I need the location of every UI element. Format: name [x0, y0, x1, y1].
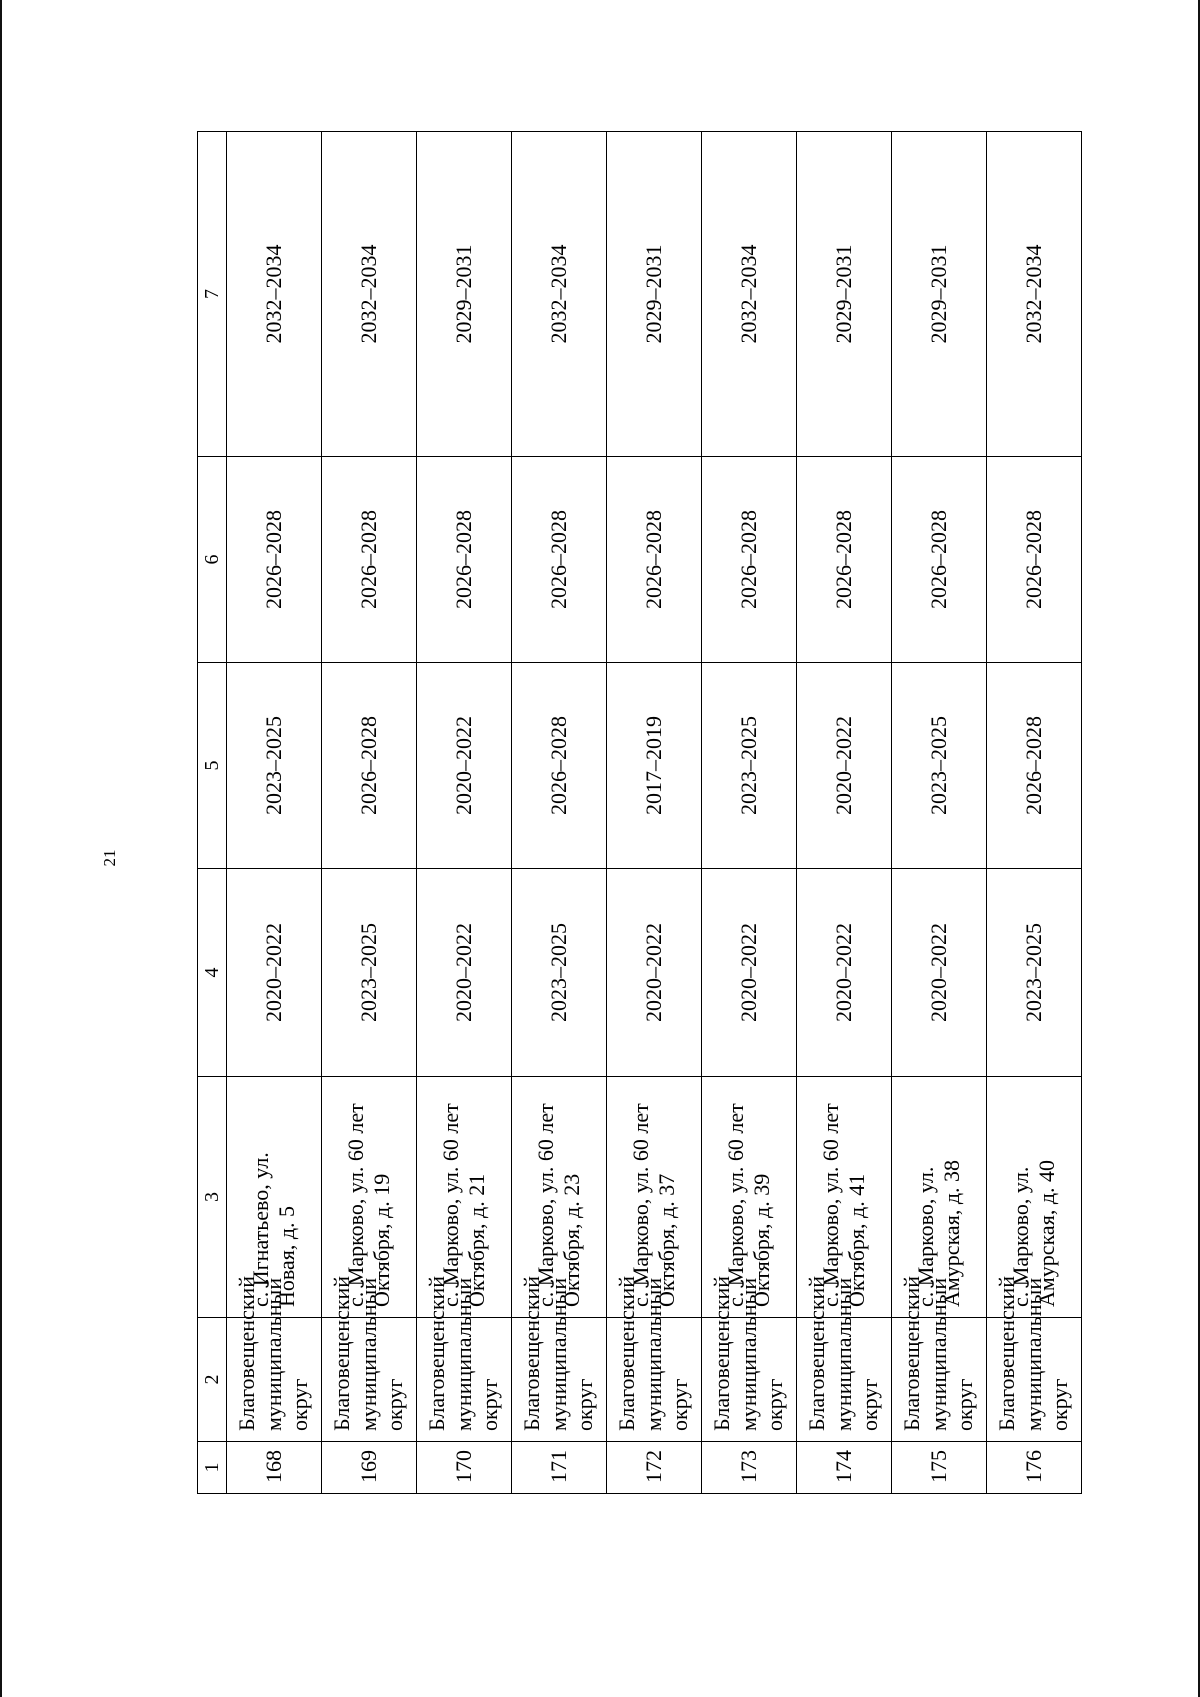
- header-cell-3: 3: [198, 1077, 227, 1318]
- page-number: 21: [100, 849, 119, 867]
- row-number: 176: [987, 1442, 1082, 1494]
- housing-schedule-table: [197, 131, 1082, 1494]
- header-cell-6: 6: [198, 457, 227, 663]
- district-cell: Благовещенский муниципальный округ: [797, 1318, 892, 1442]
- row-number: 172: [607, 1442, 702, 1494]
- district-cell: Благовещенский муниципальный округ: [607, 1318, 702, 1442]
- period-cell-7: 2032–2034: [702, 132, 797, 457]
- period-cell-4: 2020–2022: [227, 869, 322, 1077]
- district-cell: Благовещенский муниципальный округ: [227, 1318, 322, 1442]
- table-row: [512, 132, 607, 1494]
- table-row: [322, 132, 417, 1494]
- period-cell-6: 2026–2028: [607, 457, 702, 663]
- period-cell-4: 2023–2025: [987, 869, 1082, 1077]
- row-number: 170: [417, 1442, 512, 1494]
- period-cell-6: 2026–2028: [892, 457, 987, 663]
- table-row: [987, 132, 1082, 1494]
- period-cell-5: 2023–2025: [892, 663, 987, 869]
- period-cell-4: 2023–2025: [512, 869, 607, 1077]
- period-cell-4: 2020–2022: [797, 869, 892, 1077]
- period-cell-4: 2020–2022: [702, 869, 797, 1077]
- row-number: 173: [702, 1442, 797, 1494]
- period-cell-6: 2026–2028: [417, 457, 512, 663]
- district-cell: Благовещенский муниципальный округ: [892, 1318, 987, 1442]
- address-cell: с. Марково, ул. 60 лет Октября, д. 23: [512, 1077, 607, 1318]
- address-cell: с. Марково, ул. 60 лет Октября, д. 21: [417, 1077, 512, 1318]
- period-cell-7: 2032–2034: [322, 132, 417, 457]
- period-cell-7: 2032–2034: [987, 132, 1082, 457]
- row-number: 175: [892, 1442, 987, 1494]
- period-cell-4: 2020–2022: [417, 869, 512, 1077]
- period-cell-4: 2023–2025: [322, 869, 417, 1077]
- table-row: [797, 132, 892, 1494]
- header-cell-5: 5: [198, 663, 227, 869]
- period-cell-5: 2020–2022: [417, 663, 512, 869]
- address-cell: с. Марково, ул. 60 лет Октября, д. 41: [797, 1077, 892, 1318]
- period-cell-4: 2020–2022: [892, 869, 987, 1077]
- table-row: [607, 132, 702, 1494]
- row-number: 168: [227, 1442, 322, 1494]
- period-cell-6: 2026–2028: [797, 457, 892, 663]
- address-cell: с. Игнатьево, ул. Новая, д. 5: [227, 1077, 322, 1318]
- address-cell: с. Марково, ул. Амурская, д. 38: [892, 1077, 987, 1318]
- district-cell: Благовещенский муниципальный округ: [322, 1318, 417, 1442]
- period-cell-5: 2017–2019: [607, 663, 702, 869]
- period-cell-6: 2026–2028: [227, 457, 322, 663]
- header-cell-2: 2: [198, 1318, 227, 1442]
- period-cell-5: 2023–2025: [227, 663, 322, 869]
- table-container: [197, 132, 1082, 1494]
- address-cell: с. Марково, ул. 60 лет Октября, д. 37: [607, 1077, 702, 1318]
- table-row: [417, 132, 512, 1494]
- address-cell: с. Марково, ул. Амурская, д. 40: [987, 1077, 1082, 1318]
- district-cell: Благовещенский муниципальный округ: [987, 1318, 1082, 1442]
- rotated-table-frame: [197, 132, 1082, 1494]
- address-cell: с. Марково, ул. 60 лет Октября, д. 39: [702, 1077, 797, 1318]
- header-cell-4: 4: [198, 869, 227, 1077]
- period-cell-5: 2020–2022: [797, 663, 892, 869]
- address-cell: с. Марково, ул. 60 лет Октября, д. 19: [322, 1077, 417, 1318]
- period-cell-7: 2029–2031: [797, 132, 892, 457]
- period-cell-7: 2029–2031: [417, 132, 512, 457]
- table-row: [227, 132, 322, 1494]
- period-cell-5: 2026–2028: [322, 663, 417, 869]
- period-cell-5: 2026–2028: [512, 663, 607, 869]
- period-cell-7: 2029–2031: [607, 132, 702, 457]
- period-cell-6: 2026–2028: [987, 457, 1082, 663]
- header-cell-7: 7: [198, 132, 227, 457]
- header-row: [198, 132, 227, 1494]
- period-cell-6: 2026–2028: [702, 457, 797, 663]
- row-number: 169: [322, 1442, 417, 1494]
- district-cell: Благовещенский муниципальный округ: [702, 1318, 797, 1442]
- table-row: [892, 132, 987, 1494]
- period-cell-7: 2032–2034: [227, 132, 322, 457]
- table-row: [702, 132, 797, 1494]
- period-cell-5: 2023–2025: [702, 663, 797, 869]
- header-cell-1: 1: [198, 1442, 227, 1494]
- period-cell-6: 2026–2028: [512, 457, 607, 663]
- row-number: 171: [512, 1442, 607, 1494]
- period-cell-7: 2032–2034: [512, 132, 607, 457]
- row-number: 174: [797, 1442, 892, 1494]
- period-cell-7: 2029–2031: [892, 132, 987, 457]
- period-cell-6: 2026–2028: [322, 457, 417, 663]
- district-cell: Благовещенский муниципальный округ: [417, 1318, 512, 1442]
- period-cell-4: 2020–2022: [607, 869, 702, 1077]
- district-cell: Благовещенский муниципальный округ: [512, 1318, 607, 1442]
- period-cell-5: 2026–2028: [987, 663, 1082, 869]
- scan-edge-left: [0, 0, 2, 1697]
